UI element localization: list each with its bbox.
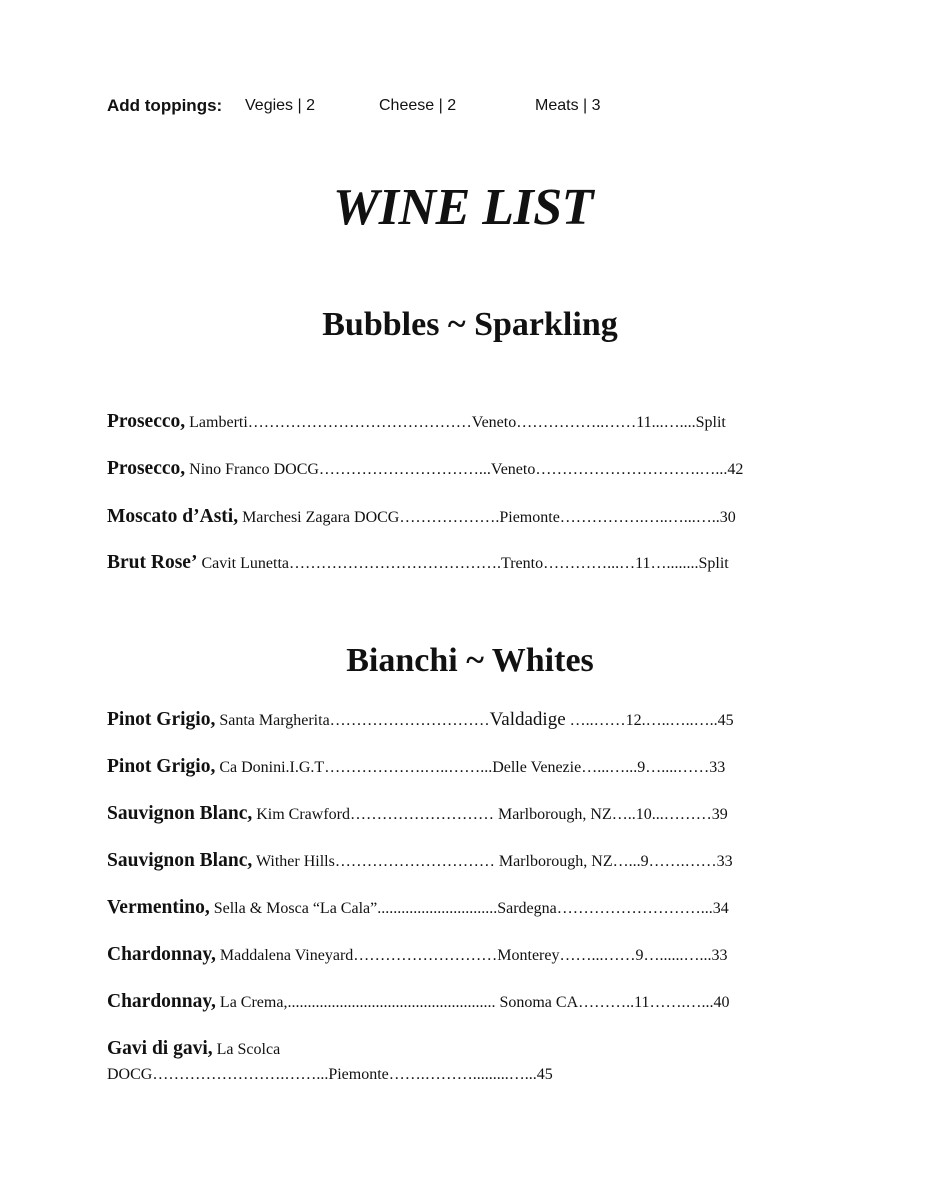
wine-row [107,552,729,574]
wine-row [107,897,729,919]
wine-name: Prosecco, [107,458,186,479]
wine-details: Nino Franco DOCG…………………………...Veneto………………………….…...42 [185,461,744,478]
wine-details: Marchesi Zagara DOCG……………….Piemonte…………….…..…...…..30 [238,509,736,526]
wine-row [107,458,743,480]
topping-cheese: Cheese | 2 [379,97,457,114]
wine-name: Prosecco, [107,411,186,432]
toppings-line [107,96,601,116]
wine-name: Brut Rose’ [107,552,198,573]
wine-details: DOCG…………………….……...Piemonte…….……….........…...45 [107,1066,553,1083]
wine-name: Chardonnay, [107,991,216,1012]
wine-details: Maddalena Vineyard………………………Monterey……...……9…......…...33 [215,947,728,964]
wine-details: Ca Donini.I.G.T……………….…..……...Delle Venezie…...…...9…....……33 [215,759,726,776]
wine-row [107,803,728,825]
wine-row [107,506,736,528]
wine-name: Chardonnay, [107,944,216,965]
topping-meats: Meats | 3 [535,97,601,114]
wine-name: Pinot Grigio, [107,709,216,730]
wine-region: Valdadige [489,709,566,730]
wine-row [107,991,730,1013]
wine-row [107,1038,280,1060]
section-heading-sparkling: Bubbles ~ Sparkling [322,306,618,343]
wine-name: Gavi di gavi, [107,1038,213,1059]
wine-details: La Crema,.................................................... Sonoma CA………..11…….…...40 [215,994,730,1011]
page-title: WINE LIST [333,179,593,236]
wine-row [107,850,733,872]
wine-details: La Scolca [212,1041,281,1058]
wine-details: Lamberti……………………………………Veneto……………..……11...…....Split [185,414,726,431]
toppings-label: Add toppings: [107,96,223,115]
wine-details: Cavit Lunetta………………………………….Trento…………...…11…........Split [197,555,729,572]
wine-name: Moscato d’Asti, [107,506,239,527]
wine-details: Sella & Mosca “La Cala”..............................Sardegna………………………...34 [209,900,729,917]
wine-name: Pinot Grigio, [107,756,216,777]
wine-details-tail: …..……12.…..…..…..45 [565,712,734,729]
wine-row-continuation [107,1066,553,1084]
wine-row [107,709,734,731]
wine-row [107,756,725,778]
wine-details: Kim Crawford……………………… Marlborough, NZ…..10...………39 [252,806,728,823]
wine-row [107,411,726,433]
wine-details: Wither Hills………………………… Marlborough, NZ…...9…….……33 [252,853,733,870]
wine-row [107,944,727,966]
wine-name: Sauvignon Blanc, [107,850,253,871]
topping-vegies: Vegies | 2 [245,97,315,114]
wine-details: Santa Margherita………………………… [215,712,490,729]
section-heading-whites: Bianchi ~ Whites [346,642,594,679]
wine-name: Vermentino, [107,897,210,918]
wine-name: Sauvignon Blanc, [107,803,253,824]
